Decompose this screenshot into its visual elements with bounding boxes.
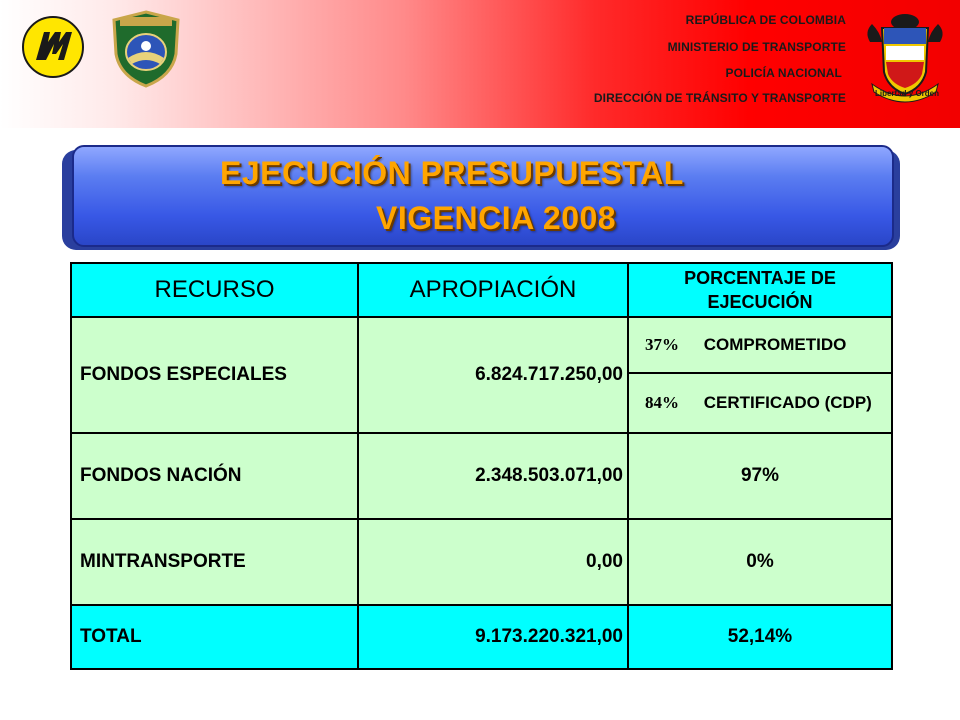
table-row [71,317,892,373]
header-line-direccion: DIRECCIÓN DE TRÁNSITO Y TRANSPORTE [593,91,846,105]
header-recurso: RECURSO [71,263,358,317]
header-line-republica: REPÚBLICA DE COLOMBIA [685,13,846,27]
header-porcentaje [628,263,892,317]
header-line-ministerio: MINISTERIO DE TRANSPORTE [667,40,846,54]
table-header-row [71,263,892,317]
row-apropiacion: 2.348.503.071,00 [358,433,628,519]
subpct-label: COMPROMETIDO [703,335,847,354]
header-apropiacion: APROPIACIÓN [358,263,628,317]
row-porcentaje: 97% [628,433,892,519]
table-row [71,433,892,519]
table-row [71,519,892,605]
row-porcentaje: 52,14% [628,605,892,669]
subpct-value: 37% [645,335,679,354]
header-band [0,0,960,128]
title-line-2: VIGENCIA 2008 [376,200,617,236]
subpct-value: 84% [645,393,679,412]
budget-table [70,262,893,670]
mintransporte-logo-icon [22,16,84,78]
subpct-label: CERTIFICADO (CDP) [703,393,872,412]
row-recurso: MINTRANSPORTE [71,519,358,605]
title-line-1: EJECUCIÓN PRESUPUESTAL [220,155,684,191]
row-recurso: TOTAL [71,605,358,669]
table-row-total [71,605,892,669]
coat-motto: Libertad y Orden [874,89,939,98]
row-apropiacion: 0,00 [358,519,628,605]
row-recurso: FONDOS ESPECIALES [71,317,358,433]
row-apropiacion: 6.824.717.250,00 [358,317,628,433]
row-subpct-certificado [628,373,892,433]
row-recurso: FONDOS NACIÓN [71,433,358,519]
header-porcentaje-line2: EJECUCIÓN [707,292,813,312]
row-subpct-comprometido [628,317,892,373]
row-apropiacion: 9.173.220.321,00 [358,605,628,669]
row-porcentaje: 0% [628,519,892,605]
header-porcentaje-line1: PORCENTAJE DE [684,268,836,288]
header-line-policia: POLICÍA NACIONAL [725,66,842,80]
police-shield-icon [110,10,182,88]
